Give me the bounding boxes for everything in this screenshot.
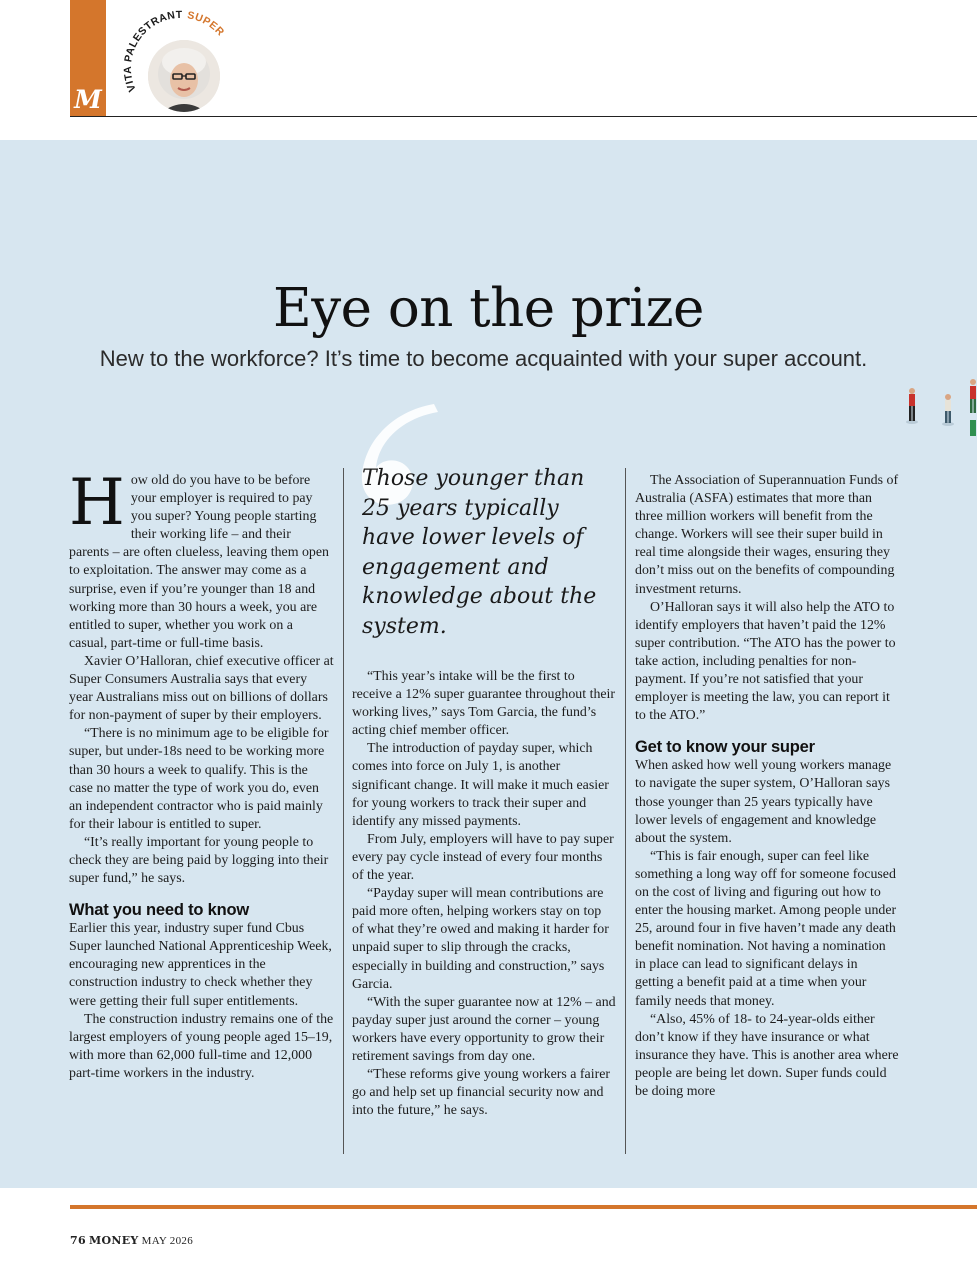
section-letter: M xyxy=(74,85,102,114)
body-paragraph: Xavier O’Halloran, chief executive officer at Super Consumers Australia says that every year Australians miss out on billions of dollars for non-payment of super by their employers. xyxy=(69,653,334,724)
article-title: Eye on the prize xyxy=(273,278,704,339)
issue-date: MAY 2026 xyxy=(141,1235,194,1247)
body-paragraph: “This is fair enough, super can feel like something a long way off for someone focused on the cost of living and figuring out how to enter the housing market. Among people under 25, around four in five haven’t made any death benefit nomination. Not having a nomination in place can lead to significant delays in getting a benefit paid at a time when your family needs that money. xyxy=(635,848,897,1009)
body-paragraph: “With the super guarantee now at 12% – and payday super just around the corner – young workers have every opportunity to grow their retirement savings from day one. xyxy=(352,994,616,1064)
section-heading: Get to know your super xyxy=(635,738,815,757)
section-heading: What you need to know xyxy=(69,901,250,920)
columnist-name: VITA PALESTRANT xyxy=(121,8,183,94)
body-paragraph: When asked how well young workers manage to navigate the super system, O’Halloran says those younger than 25 years typically have lower levels of engagement and knowledge about the system. xyxy=(635,758,892,846)
article-column-1 xyxy=(69,466,334,1083)
body-paragraph: “Also, 45% of 18- to 24-year-olds either don’t know if they have insurance or what insurance they have. This is another area where people are being let down. Super funds could be doing more xyxy=(635,1011,899,1099)
article-column-3 xyxy=(635,472,899,1101)
page-number: 76 xyxy=(70,1234,86,1247)
body-paragraph: “This year’s intake will be the first to receive a 12% super guarantee throughout their working lives,” says Tom Garcia, the fund’s acting chief member officer. xyxy=(352,669,616,739)
body-paragraph: Earlier this year, industry super fund Cbus Super launched National Apprenticeship Week, encouraging new apprentices in the construction industry to check whether they were getting their full super entitlements. xyxy=(69,921,332,1009)
article-subtitle: New to the workforce? It’s time to become acquainted with your super account. xyxy=(99,346,868,371)
drop-cap: H xyxy=(69,466,125,540)
footer-rule xyxy=(70,1205,977,1209)
body-paragraph: The introduction of payday super, which comes into force on July 1, is another significant change. It will make it much easier for young workers to track their super and identify any missed payments. xyxy=(352,741,609,829)
miniature-figures-image xyxy=(900,372,977,444)
body-paragraph: O’Halloran says it will also help the ATO to identify employers that haven’t paid the 12% super contribution. “The ATO has the power to take action, including penalties for non-payment. If you’re not satisfied that your employer is meeting the law, you can report it to the ATO.” xyxy=(635,599,896,724)
column-divider xyxy=(625,468,626,1154)
lead-paragraph xyxy=(69,466,334,653)
body-paragraph: The Association of Superannuation Funds of Australia (ASFA) estimates that more than three million workers will benefit from the change. Workers will see their super build in real time alongside their wages, ensuring they don’t miss out on the benefits of compounding investment returns. xyxy=(635,473,899,597)
header-rule xyxy=(70,116,977,117)
body-paragraph: From July, employers will have to pay super every pay cycle instead of every four months of the year. xyxy=(352,831,614,884)
body-paragraph: “Payday super will mean contributions are paid more often, helping workers stay on top of what they’re owed and making it harder for unpaid super to slip through the cracks, especially in building and construction,” says Garcia. xyxy=(352,886,609,992)
columnist-topic: SUPER xyxy=(186,9,227,39)
pull-quote: Those younger than 25 years typically have lower levels of engagement and knowledge about the system. xyxy=(362,466,597,639)
body-paragraph: “These reforms give young workers a fairer go and help set up financial security now and into the future,” he says. xyxy=(352,1067,610,1119)
section-tab xyxy=(70,0,106,116)
magazine-name: MONEY xyxy=(88,1234,139,1247)
columnist-badge xyxy=(114,6,234,118)
page-folio xyxy=(70,1234,193,1247)
column-divider xyxy=(343,468,344,1154)
body-paragraph: The construction industry remains one of the largest employers of young people aged 15–19, with more than 62,000 full-time and 12,000 part-time workers in the industry. xyxy=(69,1011,334,1081)
body-paragraph: “It’s really important for young people to check they are being paid by logging into their super fund,” he says. xyxy=(69,834,329,887)
body-paragraph: “There is no minimum age to be eligible for super, but under-18s need to be working more than 30 hours a week to qualify. This is the case no matter the type of work you do, even an independent contractor who is paid mainly for their labour is entitled to super. xyxy=(69,726,329,832)
lead-paragraph-text: ow old do you have to be before your employer is required to pay you super? Young people starting their working life – and their parents – are often clueless, leaving them open to exploitation. The answer may come as a surprise, even if you’re younger than 18 and working more than 30 hours a week, you are entitled to super, whether you work on a casual, part-time or full-time basis. xyxy=(69,473,329,651)
columnist-avatar xyxy=(148,40,220,112)
article-column-2 xyxy=(352,668,616,1120)
